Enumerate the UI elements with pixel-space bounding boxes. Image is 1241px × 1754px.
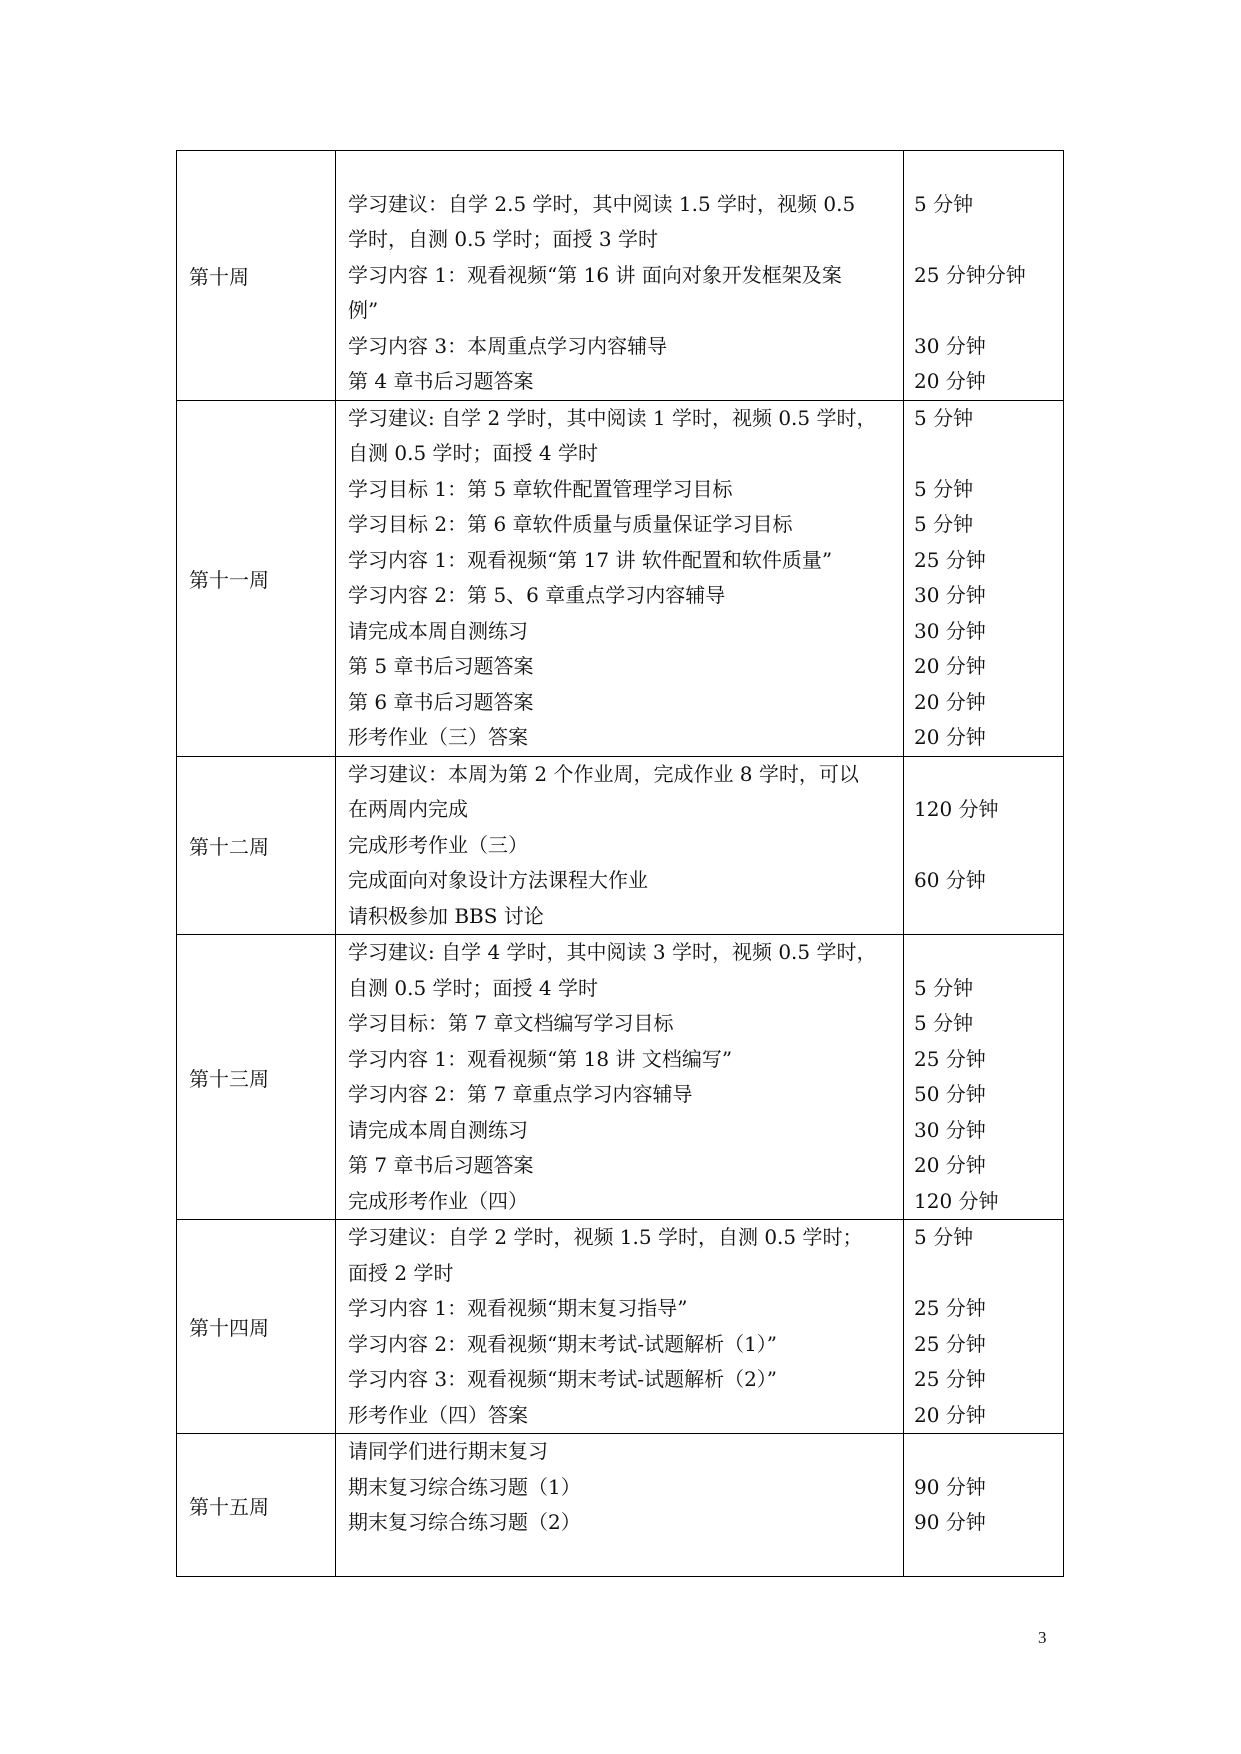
content-line: 学习内容 2：第 7 章重点学习内容辅导 bbox=[348, 1082, 693, 1106]
week-row bbox=[177, 151, 1064, 401]
content-line: 请完成本周自测练习 bbox=[348, 618, 528, 643]
duration-line bbox=[904, 436, 1063, 472]
duration-line: 30 分钟 bbox=[914, 1117, 986, 1142]
duration-line: 30 分钟 bbox=[914, 618, 986, 643]
duration-line: 50 分钟 bbox=[914, 1082, 986, 1106]
duration-line bbox=[904, 151, 1063, 187]
content-line: 请同学们进行期末复习 bbox=[348, 1439, 548, 1463]
duration-line: 25 分钟 bbox=[914, 1046, 986, 1071]
duration-line: 5 分钟 bbox=[914, 512, 974, 536]
content-line: 学习内容 1：观看视频“第 18 讲 文档编写” bbox=[348, 1046, 733, 1071]
content-line: 自测 0.5 学时；面授 4 学时 bbox=[348, 975, 598, 1000]
duration-line: 90 分钟 bbox=[914, 1474, 986, 1499]
week-label: 第十五周 bbox=[177, 1434, 336, 1577]
content-line: 请完成本周自测练习 bbox=[348, 1117, 528, 1142]
duration-line: 25 分钟 bbox=[914, 1331, 986, 1356]
duration-line: 30 分钟 bbox=[914, 583, 986, 607]
content-line: 学习目标 2：第 6 章软件质量与质量保证学习目标 bbox=[348, 512, 793, 536]
week-label: 第十周 bbox=[177, 151, 336, 401]
duration-line: 5 分钟 bbox=[914, 1225, 974, 1249]
week-content-cell bbox=[336, 400, 904, 756]
content-line: 学习内容 3：本周重点学习内容辅导 bbox=[348, 333, 668, 358]
duration-line: 120 分钟 bbox=[914, 1188, 999, 1213]
content-line: 学习内容 1：观看视频“第 16 讲 面向对象开发框架及案 bbox=[348, 262, 842, 287]
duration-line: 20 分钟 bbox=[914, 369, 986, 393]
content-line: 学习建议: 自学 4 学时，其中阅读 3 学时，视频 0.5 学时， bbox=[348, 940, 877, 964]
week-row bbox=[177, 400, 1064, 756]
content-line: 学习目标：第 7 章文档编写学习目标 bbox=[348, 1011, 674, 1035]
content-line: 在两周内完成 bbox=[348, 797, 468, 821]
week-duration-cell bbox=[904, 151, 1064, 401]
page-number: 3 bbox=[1038, 1628, 1047, 1647]
week-duration-cell bbox=[904, 935, 1064, 1220]
week-label: 第十一周 bbox=[177, 400, 336, 756]
content-line: 形考作业（三）答案 bbox=[348, 725, 528, 749]
week-row bbox=[177, 756, 1064, 935]
content-line: 第 6 章书后习题答案 bbox=[348, 689, 534, 714]
duration-line: 5 分钟 bbox=[914, 476, 974, 501]
content-line: 面授 2 学时 bbox=[348, 1260, 454, 1285]
content-line: 完成形考作业（四） bbox=[348, 1188, 528, 1213]
content-line: 学习内容 3：观看视频“期末考试-试题解析（2）” bbox=[348, 1367, 778, 1391]
week-content-cell bbox=[336, 935, 904, 1220]
duration-line: 120 分钟 bbox=[914, 797, 999, 821]
duration-line: 25 分钟 bbox=[914, 1367, 986, 1391]
content-line: 形考作业（四）答案 bbox=[348, 1402, 528, 1427]
week-content-cell bbox=[336, 1220, 904, 1434]
duration-line: 90 分钟 bbox=[914, 1510, 986, 1534]
content-line bbox=[336, 151, 903, 187]
duration-line bbox=[904, 1541, 1063, 1577]
duration-line: 60 分钟 bbox=[914, 868, 986, 892]
duration-line: 5 分钟 bbox=[914, 191, 974, 216]
content-line: 完成面向对象设计方法课程大作业 bbox=[348, 868, 648, 892]
content-line: 学习内容 2：观看视频“期末考试-试题解析（1）” bbox=[348, 1331, 778, 1356]
week-duration-cell bbox=[904, 1434, 1064, 1577]
schedule-table-body bbox=[177, 151, 1064, 1577]
duration-line: 20 分钟 bbox=[914, 689, 986, 714]
duration-line bbox=[904, 1256, 1063, 1292]
duration-line: 5 分钟 bbox=[914, 405, 974, 430]
week-duration-cell bbox=[904, 1220, 1064, 1434]
duration-line bbox=[904, 757, 1063, 793]
duration-line: 20 分钟 bbox=[914, 1153, 986, 1177]
content-line: 学习内容 1：观看视频“第 17 讲 软件配置和软件质量” bbox=[348, 547, 833, 572]
content-line: 例” bbox=[348, 298, 379, 322]
week-label: 第十二周 bbox=[177, 756, 336, 935]
duration-line: 30 分钟 bbox=[914, 333, 986, 358]
content-line: 完成形考作业（三） bbox=[348, 832, 528, 857]
content-line: 学时，自测 0.5 学时；面授 3 学时 bbox=[348, 227, 658, 251]
content-line: 学习建议：自学 2 学时，视频 1.5 学时，自测 0.5 学时； bbox=[348, 1225, 863, 1249]
duration-line bbox=[904, 1434, 1063, 1470]
schedule-table bbox=[176, 150, 1064, 1577]
content-line: 学习内容 2：第 5、6 章重点学习内容辅导 bbox=[348, 583, 726, 607]
week-duration-cell bbox=[904, 400, 1064, 756]
content-line: 请积极参加 BBS 讨论 bbox=[348, 903, 544, 928]
week-row bbox=[177, 1220, 1064, 1434]
duration-line bbox=[904, 935, 1063, 971]
week-content-cell bbox=[336, 151, 904, 401]
duration-line: 5 分钟 bbox=[914, 1011, 974, 1035]
duration-line: 20 分钟 bbox=[914, 654, 986, 678]
duration-line bbox=[904, 899, 1063, 935]
content-line: 第 5 章书后习题答案 bbox=[348, 654, 534, 678]
content-line: 学习内容 1：观看视频“期末复习指导” bbox=[348, 1296, 688, 1320]
week-duration-cell bbox=[904, 756, 1064, 935]
content-line: 第 7 章书后习题答案 bbox=[348, 1153, 534, 1177]
content-line: 学习建议：自学 2.5 学时，其中阅读 1.5 学时，视频 0.5 bbox=[348, 191, 856, 216]
duration-line bbox=[904, 293, 1063, 329]
week-content-cell bbox=[336, 1434, 904, 1577]
duration-line: 5 分钟 bbox=[914, 975, 974, 1000]
content-line: 自测 0.5 学时；面授 4 学时 bbox=[348, 441, 598, 465]
content-line: 期末复习综合练习题（1） bbox=[348, 1474, 581, 1499]
week-label: 第十四周 bbox=[177, 1220, 336, 1434]
duration-line: 25 分钟 bbox=[914, 1296, 986, 1320]
duration-line: 20 分钟 bbox=[914, 1402, 986, 1427]
content-line: 学习建议: 自学 2 学时，其中阅读 1 学时，视频 0.5 学时， bbox=[348, 405, 877, 430]
duration-line: 20 分钟 bbox=[914, 725, 986, 749]
content-line: 期末复习综合练习题（2） bbox=[348, 1510, 581, 1534]
content-line: 第 4 章书后习题答案 bbox=[348, 369, 534, 393]
week-row bbox=[177, 1434, 1064, 1577]
duration-line: 25 分钟 bbox=[914, 547, 986, 572]
duration-line bbox=[904, 828, 1063, 864]
content-line: 学习目标 1：第 5 章软件配置管理学习目标 bbox=[348, 476, 733, 501]
content-line: 学习建议：本周为第 2 个作业周，完成作业 8 学时，可以 bbox=[348, 761, 859, 786]
week-content-cell bbox=[336, 756, 904, 935]
content-line bbox=[336, 1541, 903, 1577]
duration-line bbox=[904, 222, 1063, 258]
week-label: 第十三周 bbox=[177, 935, 336, 1220]
week-row bbox=[177, 935, 1064, 1220]
duration-line: 25 分钟分钟 bbox=[914, 262, 1026, 287]
